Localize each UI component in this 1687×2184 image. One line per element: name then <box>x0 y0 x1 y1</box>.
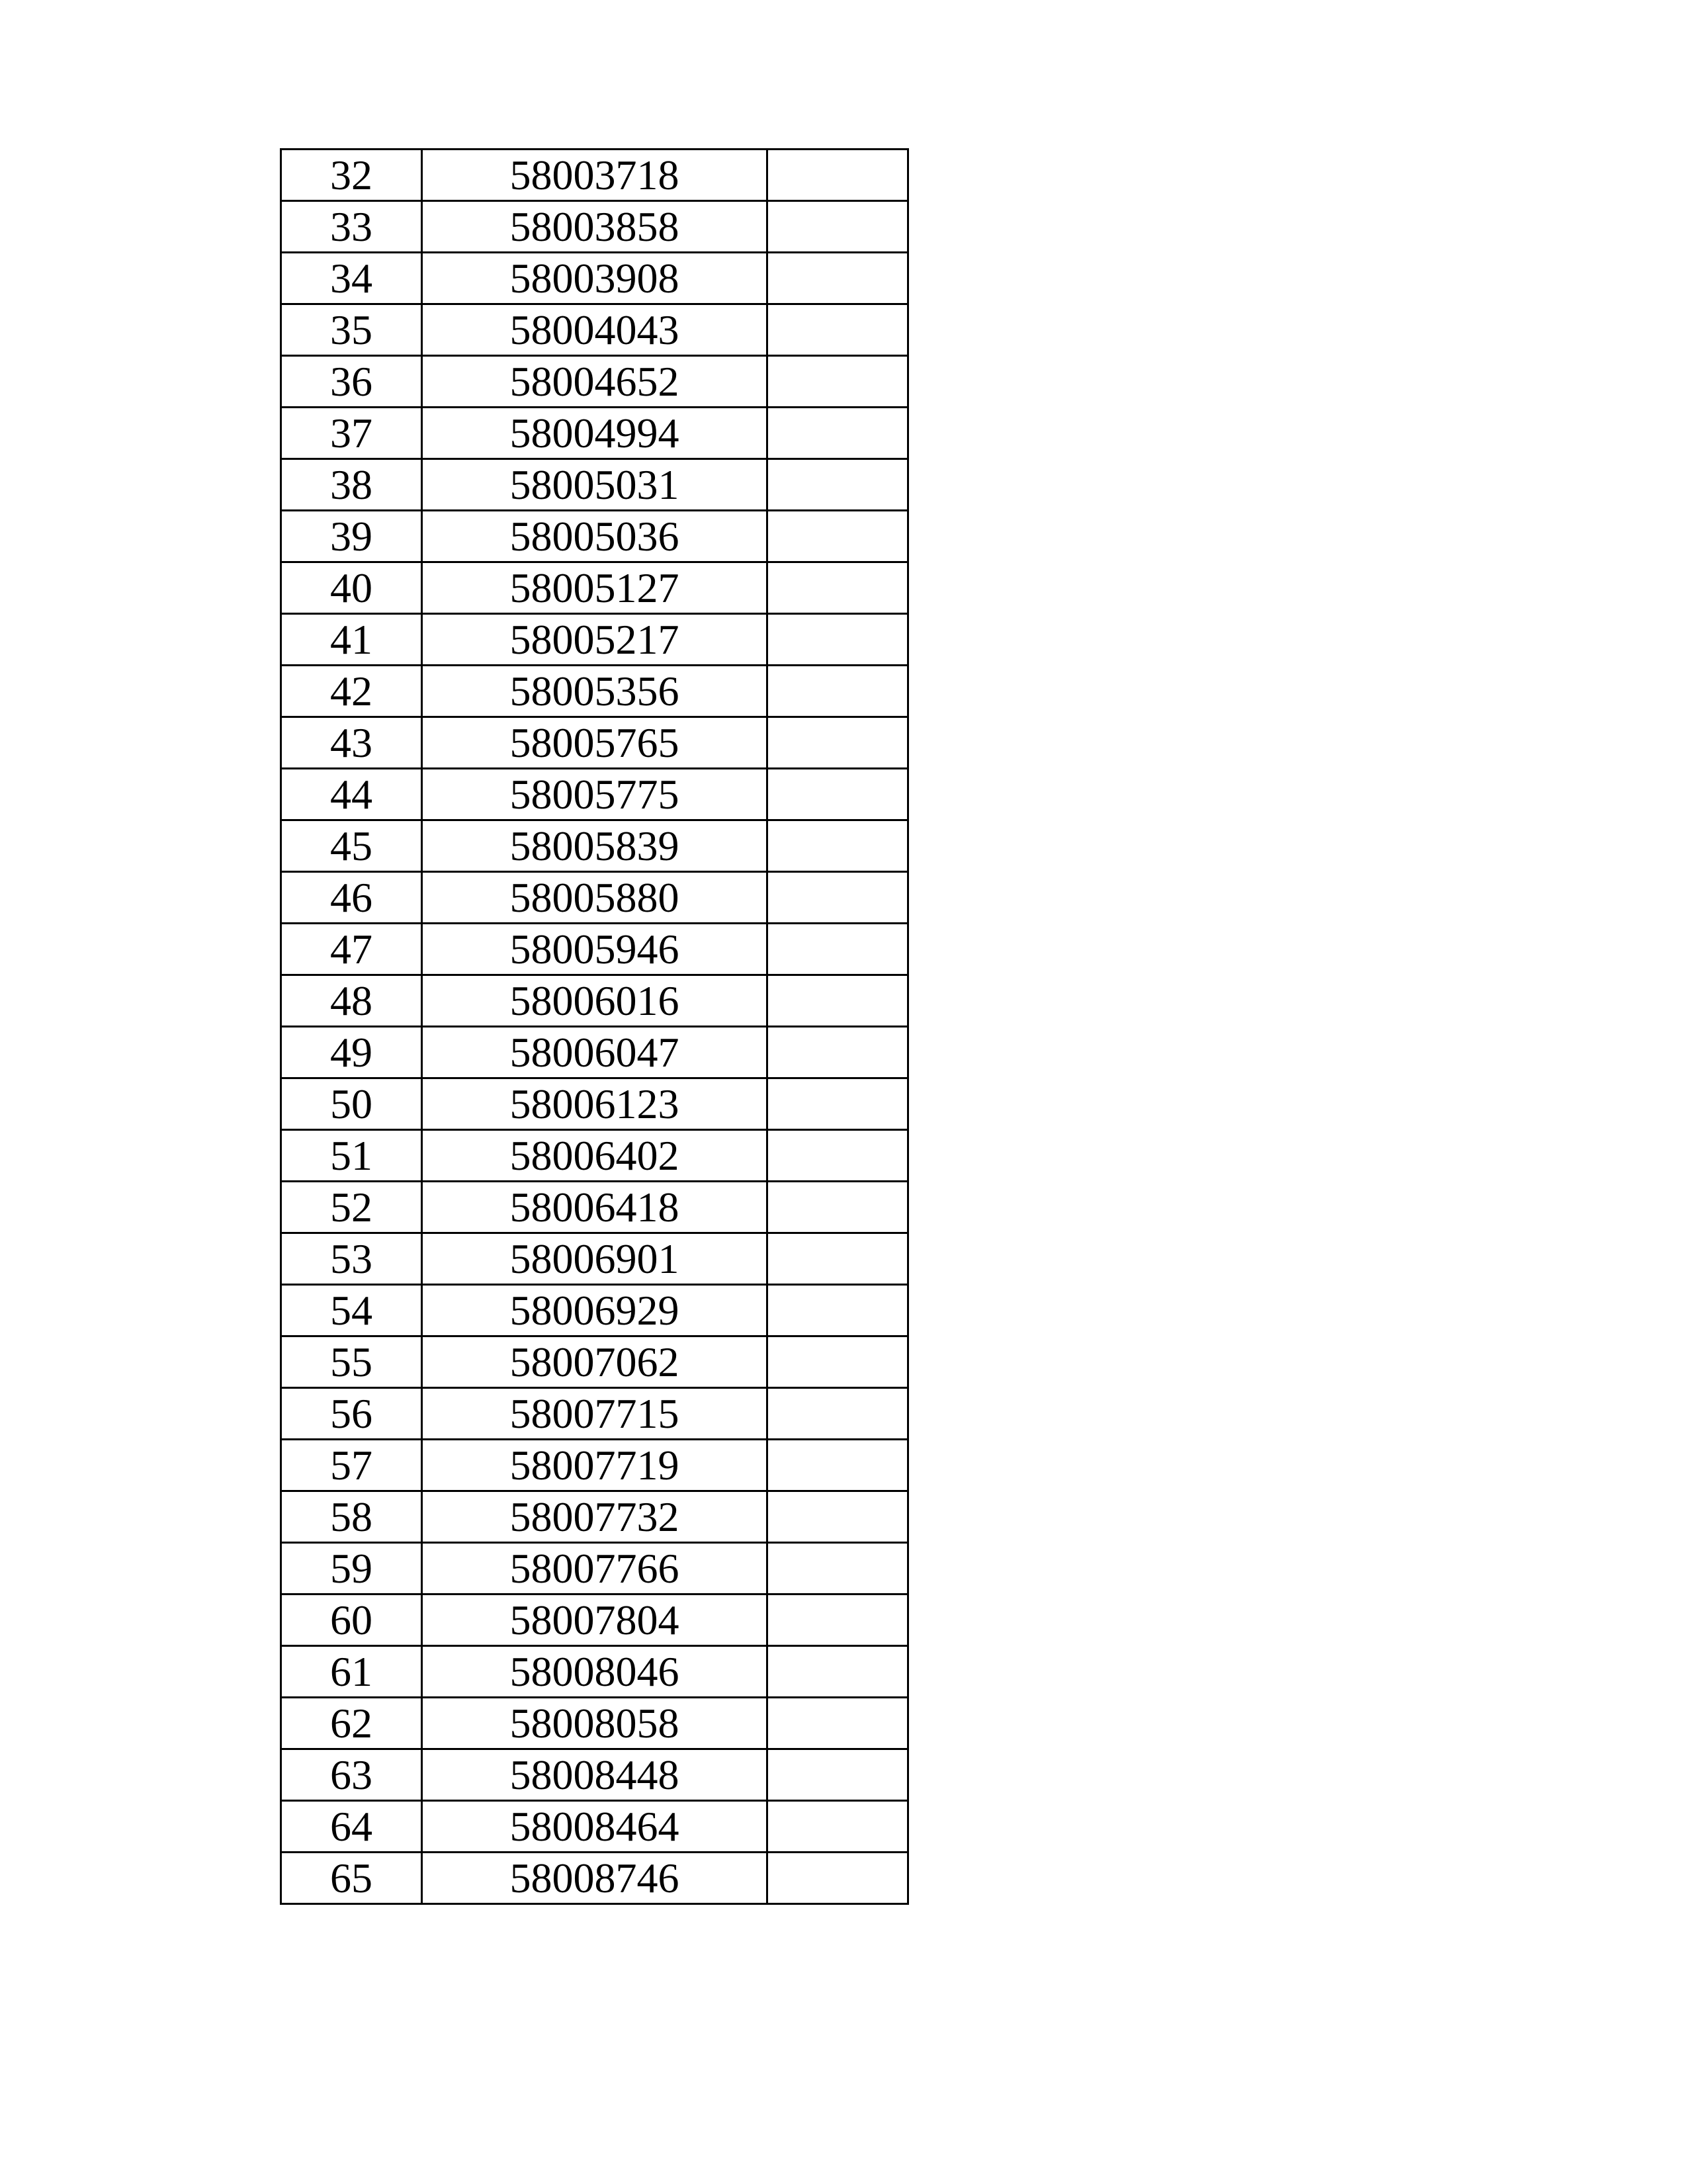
table-row <box>281 253 908 304</box>
remark-cell <box>767 511 908 562</box>
roll-number-cell: 58007715 <box>422 1388 767 1440</box>
table-row <box>281 1543 908 1594</box>
remark-cell <box>767 1543 908 1594</box>
roll-number-cell: 58006929 <box>422 1285 767 1336</box>
table-row <box>281 872 908 924</box>
roll-number-cell: 58005765 <box>422 717 767 769</box>
serial-number-cell: 58 <box>281 1491 422 1543</box>
table-row <box>281 1594 908 1646</box>
table-row <box>281 201 908 253</box>
roll-number-cell: 58005217 <box>422 614 767 666</box>
serial-number-cell: 50 <box>281 1078 422 1130</box>
remark-cell <box>767 614 908 666</box>
table-row <box>281 1388 908 1440</box>
remark-cell <box>767 872 908 924</box>
roll-number-cell: 58008464 <box>422 1801 767 1853</box>
table-row <box>281 769 908 820</box>
serial-number-cell: 64 <box>281 1801 422 1853</box>
table-row <box>281 1801 908 1853</box>
roll-number-cell: 58007804 <box>422 1594 767 1646</box>
roll-number-cell: 58008058 <box>422 1698 767 1749</box>
remark-cell <box>767 1646 908 1698</box>
remark-cell <box>767 150 908 201</box>
serial-number-cell: 48 <box>281 975 422 1027</box>
roll-number-cell: 58006047 <box>422 1027 767 1078</box>
remark-cell <box>767 1130 908 1182</box>
table-row <box>281 1130 908 1182</box>
table-row <box>281 717 908 769</box>
serial-number-cell: 33 <box>281 201 422 253</box>
roll-number-cell: 58004652 <box>422 356 767 408</box>
serial-number-cell: 46 <box>281 872 422 924</box>
table-body <box>281 150 908 1904</box>
serial-number-cell: 54 <box>281 1285 422 1336</box>
roll-number-cell: 58006402 <box>422 1130 767 1182</box>
remark-cell <box>767 1388 908 1440</box>
table-row <box>281 1336 908 1388</box>
table-row <box>281 1491 908 1543</box>
roll-number-cell: 58004994 <box>422 408 767 459</box>
serial-number-cell: 44 <box>281 769 422 820</box>
roll-number-table <box>280 148 909 1905</box>
remark-cell <box>767 408 908 459</box>
serial-number-cell: 36 <box>281 356 422 408</box>
roll-number-cell: 58007732 <box>422 1491 767 1543</box>
serial-number-cell: 59 <box>281 1543 422 1594</box>
table-row <box>281 820 908 872</box>
table-row <box>281 459 908 511</box>
serial-number-cell: 53 <box>281 1233 422 1285</box>
remark-cell <box>767 201 908 253</box>
serial-number-cell: 51 <box>281 1130 422 1182</box>
table-row <box>281 562 908 614</box>
serial-number-cell: 52 <box>281 1182 422 1233</box>
table-row <box>281 1078 908 1130</box>
table-row <box>281 1285 908 1336</box>
serial-number-cell: 42 <box>281 666 422 717</box>
roll-number-cell: 58008448 <box>422 1749 767 1801</box>
remark-cell <box>767 769 908 820</box>
roll-number-cell: 58005946 <box>422 924 767 975</box>
remark-cell <box>767 1491 908 1543</box>
roll-number-cell: 58006901 <box>422 1233 767 1285</box>
remark-cell <box>767 253 908 304</box>
remark-cell <box>767 1233 908 1285</box>
remark-cell <box>767 1078 908 1130</box>
table-row <box>281 666 908 717</box>
serial-number-cell: 57 <box>281 1440 422 1491</box>
table-row <box>281 150 908 201</box>
roll-number-cell: 58003718 <box>422 150 767 201</box>
remark-cell <box>767 1698 908 1749</box>
serial-number-cell: 60 <box>281 1594 422 1646</box>
roll-number-cell: 58005775 <box>422 769 767 820</box>
serial-number-cell: 35 <box>281 304 422 356</box>
roll-number-cell: 58005036 <box>422 511 767 562</box>
table-row <box>281 356 908 408</box>
serial-number-cell: 61 <box>281 1646 422 1698</box>
serial-number-cell: 34 <box>281 253 422 304</box>
table-row <box>281 1646 908 1698</box>
remark-cell <box>767 1440 908 1491</box>
roll-number-cell: 58008046 <box>422 1646 767 1698</box>
remark-cell <box>767 304 908 356</box>
remark-cell <box>767 1749 908 1801</box>
serial-number-cell: 56 <box>281 1388 422 1440</box>
roll-number-cell: 58006123 <box>422 1078 767 1130</box>
serial-number-cell: 32 <box>281 150 422 201</box>
remark-cell <box>767 717 908 769</box>
serial-number-cell: 39 <box>281 511 422 562</box>
table-row <box>281 304 908 356</box>
roll-number-cell: 58005880 <box>422 872 767 924</box>
remark-cell <box>767 1285 908 1336</box>
remark-cell <box>767 975 908 1027</box>
roll-number-cell: 58003858 <box>422 201 767 253</box>
roll-number-cell: 58008746 <box>422 1853 767 1904</box>
remark-cell <box>767 459 908 511</box>
serial-number-cell: 37 <box>281 408 422 459</box>
serial-number-cell: 65 <box>281 1853 422 1904</box>
remark-cell <box>767 562 908 614</box>
serial-number-cell: 55 <box>281 1336 422 1388</box>
remark-cell <box>767 924 908 975</box>
remark-cell <box>767 356 908 408</box>
table-row <box>281 1233 908 1285</box>
table-row <box>281 1749 908 1801</box>
serial-number-cell: 62 <box>281 1698 422 1749</box>
roll-number-cell: 58004043 <box>422 304 767 356</box>
table-row <box>281 924 908 975</box>
remark-cell <box>767 666 908 717</box>
table-row <box>281 1027 908 1078</box>
serial-number-cell: 49 <box>281 1027 422 1078</box>
serial-number-cell: 40 <box>281 562 422 614</box>
roll-number-cell: 58005031 <box>422 459 767 511</box>
serial-number-cell: 47 <box>281 924 422 975</box>
roll-number-cell: 58007766 <box>422 1543 767 1594</box>
remark-cell <box>767 820 908 872</box>
roll-number-cell: 58005839 <box>422 820 767 872</box>
roll-number-cell: 58007719 <box>422 1440 767 1491</box>
roll-number-cell: 58006016 <box>422 975 767 1027</box>
table-row <box>281 975 908 1027</box>
table-row <box>281 1853 908 1904</box>
remark-cell <box>767 1336 908 1388</box>
roll-number-cell: 58006418 <box>422 1182 767 1233</box>
remark-cell <box>767 1182 908 1233</box>
table-row <box>281 614 908 666</box>
table-row <box>281 1698 908 1749</box>
roll-number-cell: 58005356 <box>422 666 767 717</box>
table-row <box>281 511 908 562</box>
serial-number-cell: 63 <box>281 1749 422 1801</box>
serial-number-cell: 41 <box>281 614 422 666</box>
serial-number-cell: 45 <box>281 820 422 872</box>
roll-number-cell: 58007062 <box>422 1336 767 1388</box>
remark-cell <box>767 1853 908 1904</box>
table-row <box>281 1182 908 1233</box>
remark-cell <box>767 1801 908 1853</box>
roll-number-cell: 58005127 <box>422 562 767 614</box>
roll-number-cell: 58003908 <box>422 253 767 304</box>
remark-cell <box>767 1594 908 1646</box>
table-row <box>281 1440 908 1491</box>
table-row <box>281 408 908 459</box>
remark-cell <box>767 1027 908 1078</box>
serial-number-cell: 43 <box>281 717 422 769</box>
serial-number-cell: 38 <box>281 459 422 511</box>
